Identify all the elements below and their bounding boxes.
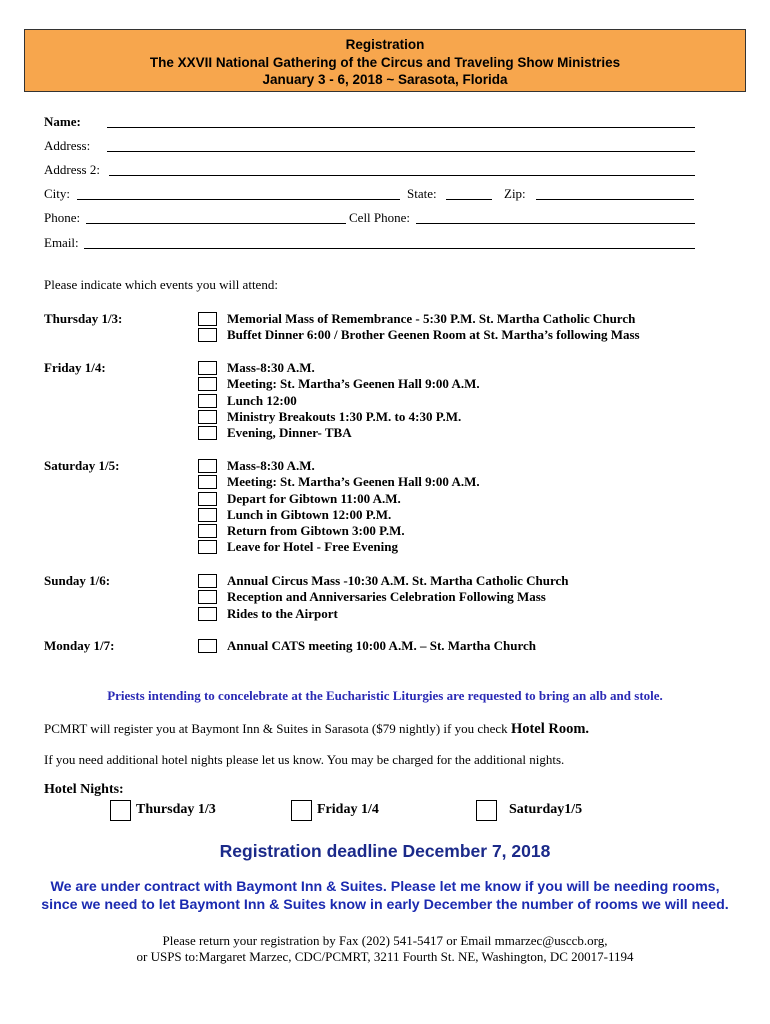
event-label: Depart for Gibtown 11:00 A.M. [227, 490, 401, 506]
event-label: Mass-8:30 A.M. [227, 458, 315, 473]
hotel-night-friday-checkbox[interactable] [291, 800, 312, 821]
event-label: Annual CATS meeting 10:00 A.M. – St. Martha Church [227, 638, 537, 653]
event-label: Meeting: St. Martha’s Geenen Hall 9:00 A.M. [227, 376, 480, 392]
city-field[interactable] [77, 190, 400, 200]
hotel-night-thursday-label: Thursday 1/3 [136, 802, 216, 817]
event-label: Memorial Mass of Remembrance - 5:30 P.M. St. Martha Catholic Church [227, 311, 636, 326]
name-label: Name: [44, 114, 81, 129]
header-date-location: January 3 - 6, 2018 ~ Sarasota, Florida [262, 72, 508, 87]
address-row [44, 138, 90, 154]
day-label-sunday: Sunday 1/6: [44, 573, 111, 588]
cell-phone-label: Cell Phone: [349, 210, 411, 225]
phone-row [44, 210, 80, 226]
address-field[interactable] [107, 142, 695, 152]
hotel-room-emphasis: Hotel Room. [510, 721, 590, 737]
event-checkbox[interactable] [198, 574, 217, 588]
event-checkbox[interactable] [198, 590, 217, 604]
return-instructions-line1: Please return your registration by Fax (202) 541-5417 or Email mmarzec@usccb.org, [162, 933, 608, 948]
event-checkbox[interactable] [198, 328, 217, 342]
address2-field[interactable] [109, 166, 695, 176]
event-checkbox[interactable] [198, 475, 217, 489]
hotel-paragraph [44, 721, 589, 738]
event-label: Lunch in Gibtown 12:00 P.M. [227, 506, 392, 522]
event-label: Mass-8:30 A.M. [227, 360, 315, 375]
event-checkbox[interactable] [198, 508, 217, 522]
city-label: City: [44, 186, 71, 201]
event-checkbox[interactable] [198, 361, 217, 375]
city-row [44, 186, 70, 202]
hotel-night-saturday-checkbox[interactable] [476, 800, 497, 821]
additional-nights-note: If you need additional hotel nights please let us know. You may be charged for the additional nights. [44, 752, 565, 767]
event-label: Evening, Dinner- TBA [227, 425, 352, 441]
name-row [44, 114, 81, 130]
header-event-name: The XXVII National Gathering of the Circus and Traveling Show Ministries [149, 54, 621, 70]
hotel-paragraph-text: PCMRT will register you at Baymont Inn & Suites in Sarasota ($79 nightly) if you check [44, 721, 508, 736]
day-label-saturday: Saturday 1/5: [44, 458, 120, 473]
cell-phone-field[interactable] [416, 214, 695, 224]
email-field[interactable] [84, 239, 695, 249]
registration-deadline: Registration deadline December 7, 2018 [219, 841, 551, 861]
day-label-friday: Friday 1/4: [44, 360, 106, 375]
hotel-night-friday-label: Friday 1/4 [317, 802, 379, 817]
event-checkbox[interactable] [198, 540, 217, 554]
event-label: Ministry Breakouts 1:30 P.M. to 4:30 P.M. [227, 408, 462, 424]
contract-note: We are under contract with Baymont Inn & Suites. Please let me know if you will be needing rooms, since we need to let Baymont Inn & Suites know in early December the number of rooms we will need. [41, 879, 729, 913]
hotel-nights-label: Hotel Nights: [44, 782, 124, 797]
event-label: Return from Gibtown 3:00 P.M. [227, 523, 405, 539]
event-checkbox[interactable] [198, 607, 217, 621]
email-label: Email: [44, 235, 79, 250]
event-label: Lunch 12:00 [227, 392, 297, 408]
event-label: Rides to the Airport [227, 605, 338, 621]
name-field[interactable] [107, 118, 695, 128]
zip-field[interactable] [536, 190, 694, 200]
priests-note: Priests intending to concelebrate at the Eucharistic Liturgies are requested to bring an alb and stole. [107, 688, 663, 703]
event-checkbox[interactable] [198, 492, 217, 506]
hotel-night-thursday-checkbox[interactable] [110, 800, 131, 821]
zip-label: Zip: [504, 186, 526, 201]
return-instructions [0, 933, 770, 965]
address2-row [44, 162, 100, 178]
event-checkbox[interactable] [198, 377, 217, 391]
registration-header [24, 29, 746, 92]
phone-field[interactable] [86, 214, 346, 224]
day-label-monday: Monday 1/7: [44, 638, 115, 653]
event-label: Reception and Anniversaries Celebration Following Mass [227, 589, 546, 605]
event-label: Meeting: St. Martha’s Geenen Hall 9:00 A.M. [227, 474, 480, 490]
event-checkbox[interactable] [198, 426, 217, 440]
event-checkbox[interactable] [198, 410, 217, 424]
state-label: State: [407, 186, 437, 201]
state-field[interactable] [446, 190, 492, 200]
email-row [44, 235, 79, 251]
address2-label: Address 2: [44, 162, 100, 177]
address-label: Address: [44, 138, 91, 153]
header-title: Registration [345, 37, 425, 52]
phone-label: Phone: [44, 210, 81, 225]
event-checkbox[interactable] [198, 524, 217, 538]
event-label: Buffet Dinner 6:00 / Brother Geenen Room at St. Martha’s following Mass [227, 327, 640, 343]
event-label: Leave for Hotel - Free Evening [227, 539, 399, 555]
day-label-thursday: Thursday 1/3: [44, 311, 123, 326]
event-checkbox[interactable] [198, 312, 217, 326]
event-checkbox[interactable] [198, 394, 217, 408]
events-intro: Please indicate which events you will attend: [44, 277, 278, 292]
event-label: Annual Circus Mass -10:30 A.M. St. Martha Catholic Church [227, 573, 569, 588]
return-instructions-line2: or USPS to:Margaret Marzec, CDC/PCMRT, 3211 Fourth St. NE, Washington, DC 20017-1194 [136, 949, 634, 964]
hotel-night-saturday-label: Saturday1/5 [509, 802, 583, 817]
event-checkbox[interactable] [198, 459, 217, 473]
event-checkbox[interactable] [198, 639, 217, 653]
